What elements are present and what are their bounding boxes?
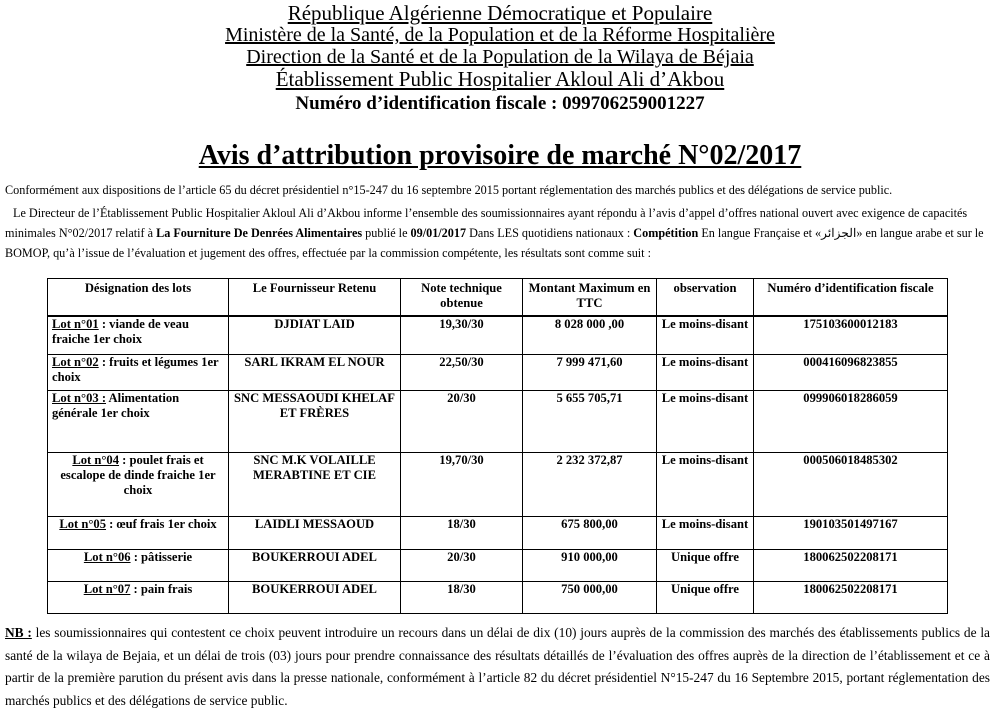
technical-note: 20/30 [401,390,523,452]
tender-subject: La Fourniture De Denrées Alimentaires [156,226,363,240]
technical-note: 19,70/30 [401,452,523,516]
nb-paragraph [5,622,990,712]
observation: Le moins-disant [657,516,754,549]
table-row [48,516,948,549]
header-direction: Direction de la Santé et de la Population de la Wilaya de Béjaia [246,46,754,68]
nb-label: NB : [5,625,32,640]
lot-number: Lot n°07 [83,581,131,596]
lot-number: Lot n°03 : [52,390,107,405]
fiscal-id: 190103501497167 [754,516,948,549]
col-header-supplier: Le Fournisseur Retenu [229,279,401,317]
observation: Le moins-disant [657,390,754,452]
lot-number: Lot n°06 [83,549,131,564]
header-republic: République Algérienne Démocratique et Populaire [287,1,713,25]
table-header-row [48,279,948,317]
header-fiscal-id: Numéro d’identification fiscale : 099706259001227 [295,93,705,114]
supplier-name: SNC M.K VOLAILLE MERABTINE ET CIE [229,452,401,516]
table-row [48,452,948,516]
technical-note: 18/30 [401,516,523,549]
lot-number: Lot n°05 [59,516,107,531]
table-row [48,316,948,354]
technical-note: 19,30/30 [401,316,523,354]
observation: Unique offre [657,549,754,581]
max-amount: 7 999 471,60 [523,354,657,390]
supplier-name: SARL IKRAM EL NOUR [229,354,401,390]
letterhead [0,2,1000,115]
supplier-name: SNC MESSAOUDI KHELAF ET FRÈRES [229,390,401,452]
observation: Le moins-disant [657,316,754,354]
fiscal-id: 175103600012183 [754,316,948,354]
lot-description: : pâtisserie [130,549,193,564]
max-amount: 2 232 372,87 [523,452,657,516]
lot-number: Lot n°02 [52,354,99,369]
lot-description: Alimentation générale 1er choix [52,390,180,420]
supplier-name: BOUKERROUI ADEL [229,549,401,581]
observation: Unique offre [657,581,754,613]
supplier-name: DJDIAT LAID [229,316,401,354]
technical-note: 20/30 [401,549,523,581]
lot-description: : pain frais [130,581,193,596]
max-amount: 910 000,00 [523,549,657,581]
max-amount: 750 000,00 [523,581,657,613]
col-header-nif: Numéro d’identification fiscale [754,279,948,317]
fiscal-id: 000506018485302 [754,452,948,516]
publication-date: 09/01/2017 [410,226,467,240]
technical-note: 22,50/30 [401,354,523,390]
header-establishment: Établissement Public Hospitalier Akloul Ali d’Akbou [275,67,725,91]
lot-description: : fruits et légumes 1er choix [52,354,219,384]
supplier-name: BOUKERROUI ADEL [229,581,401,613]
observation: Le moins-disant [657,452,754,516]
fiscal-id: 180062502208171 [754,549,948,581]
lot-description: : poulet frais et escalope de dinde fraiche 1er choix [60,452,216,497]
table-row [48,581,948,613]
lot-number: Lot n°04 [72,452,120,467]
table-row [48,354,948,390]
col-header-note: Note technique obtenue [401,279,523,317]
col-header-observation: observation [657,279,754,317]
lot-description: : œuf frais 1er choix [106,516,217,531]
max-amount: 5 655 705,71 [523,390,657,452]
fiscal-id: 000416096823855 [754,354,948,390]
supplier-name: LAIDLI MESSAOUD [229,516,401,549]
lot-number: Lot n°01 [52,317,99,331]
notice-title: Avis d’attribution provisoire de marché N°02/2017 [198,140,802,171]
max-amount: 675 800,00 [523,516,657,549]
lot-description: : viande de veau fraiche 1er choix [52,317,189,346]
table-row [48,549,948,581]
fiscal-id: 180062502208171 [754,581,948,613]
newspaper-name: Compétition [633,226,699,240]
header-ministry: Ministère de la Santé, de la Population et de la Réforme Hospitalière [225,24,775,46]
max-amount: 8 028 000 ,00 [523,316,657,354]
intro-paragraph-2: Le Directeur de l’Établissement Public Hospitalier Akloul Ali d’Akbou informe l’ensemble des soumissionnaires ayant répondu à l’avis d’appel d’offres national ouvert avec exigence de capacités minimales N°02/2017 relatif à La Fourniture De Denrées Alimentaires publié le 09/01/2017 Dans LES quotidiens nationaux : Compétition En langue Française et «الجزائر» en langue arabe et sur le BOMOP, qu’à l’issue de l’évaluation et jugement des offres, effectuée par la commission compétente, les résultats sont comme suit : [5,206,984,260]
col-header-amount: Montant Maximum en TTC [523,279,657,317]
nb-text: les soumissionnaires qui contestent ce choix peuvent introduire un recours dans un délai de dix (10) jours auprès de la commission des marchés des établissements publics de la santé de la wilaya de Bejaia, et un délai de trois (03) jours pour prendre connaissance des résultats détaillés de l’évaluation des offres auprès de la direction de l’établissement et ce à partir de la première parution du présent avis dans la presse nationale, conformément à l’article 82 du décret présidentiel N°15-247 du 16 Septembre 2015, portant réglementation des marchés publics et des délégations de service public. [5,625,990,708]
fiscal-id: 099906018286059 [754,390,948,452]
intro-paragraph-1: Conformément aux dispositions de l’article 65 du décret présidentiel n°15-247 du 16 septembre 2015 portant réglementation des marchés publics et des délégations de service public. [5,183,893,197]
col-header-lots: Désignation des lots [48,279,229,317]
table-row [48,390,948,452]
award-table [47,278,948,614]
observation: Le moins-disant [657,354,754,390]
technical-note: 18/30 [401,581,523,613]
